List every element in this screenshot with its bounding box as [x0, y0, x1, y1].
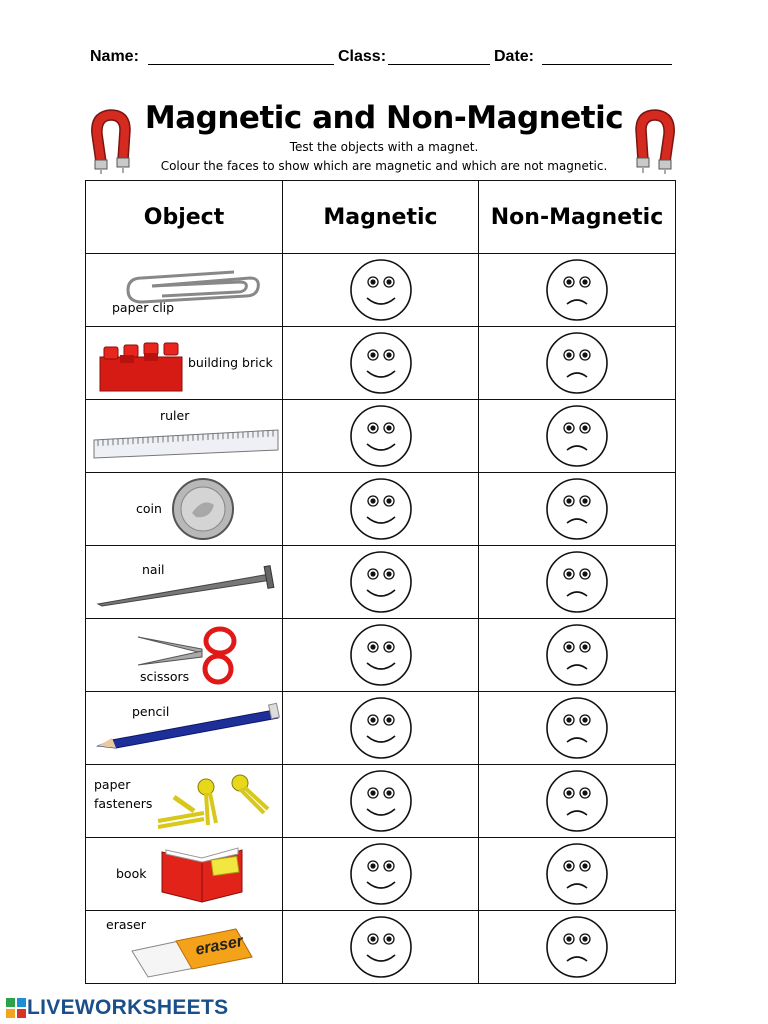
happy-face-icon — [349, 404, 413, 468]
date-blank[interactable] — [542, 64, 672, 65]
happy-face-icon — [349, 477, 413, 541]
magnetic-face-cell[interactable] — [283, 619, 479, 692]
object-label: pencil — [132, 704, 170, 719]
sorting-table — [85, 180, 676, 984]
ruler-icon — [90, 426, 280, 460]
object-label: paper clip — [112, 300, 175, 315]
sad-face-icon — [545, 331, 609, 395]
object-cell — [86, 765, 283, 838]
table-row — [86, 254, 676, 327]
magnetic-face-cell[interactable] — [283, 838, 479, 911]
object-label: book — [116, 866, 147, 881]
object-cell — [86, 692, 283, 765]
object-cell — [86, 400, 283, 473]
sad-face-icon — [545, 842, 609, 906]
happy-face-icon — [349, 550, 413, 614]
magnetic-face-cell[interactable] — [283, 400, 479, 473]
table-row — [86, 692, 676, 765]
class-blank[interactable] — [388, 64, 490, 65]
object-cell — [86, 838, 283, 911]
sad-face-icon — [545, 258, 609, 322]
liveworksheets-logo-icon — [5, 997, 27, 1019]
name-blank[interactable] — [148, 64, 334, 65]
happy-face-icon — [349, 915, 413, 979]
object-cell — [86, 327, 283, 400]
object-cell — [86, 546, 283, 619]
eraser-brand-text: eraser — [194, 932, 245, 959]
magnetic-face-cell[interactable] — [283, 473, 479, 546]
happy-face-icon — [349, 696, 413, 760]
sad-face-icon — [545, 623, 609, 687]
object-cell — [86, 254, 283, 327]
object-label: eraser — [106, 917, 146, 932]
magnetic-face-cell[interactable] — [283, 546, 479, 619]
magnetic-face-cell[interactable] — [283, 692, 479, 765]
non-magnetic-face-cell[interactable] — [479, 911, 676, 984]
sad-face-icon — [545, 769, 609, 833]
table-row — [86, 473, 676, 546]
liveworksheets-logo — [5, 996, 228, 1020]
table-row — [86, 400, 676, 473]
table-row — [86, 765, 676, 838]
magnetic-face-cell[interactable] — [283, 911, 479, 984]
magnetic-face-cell[interactable] — [283, 254, 479, 327]
date-label: Date: — [494, 48, 535, 65]
table-row — [86, 838, 676, 911]
column-header-magnetic: Magnetic — [283, 181, 479, 254]
non-magnetic-face-cell[interactable] — [479, 838, 676, 911]
table-row — [86, 911, 676, 984]
worksheet-title: Magnetic and Non-Magnetic — [144, 100, 624, 136]
happy-face-icon — [349, 769, 413, 833]
sad-face-icon — [545, 477, 609, 541]
column-header-non-magnetic: Non-Magnetic — [479, 181, 676, 254]
sad-face-icon — [545, 550, 609, 614]
non-magnetic-face-cell[interactable] — [479, 400, 676, 473]
object-label: scissors — [140, 669, 190, 684]
object-label: coin — [136, 501, 162, 516]
building-brick-icon — [94, 333, 186, 395]
table-row — [86, 619, 676, 692]
object-label: building brick — [188, 355, 273, 370]
happy-face-icon — [349, 623, 413, 687]
non-magnetic-face-cell[interactable] — [479, 327, 676, 400]
coin-icon — [170, 475, 236, 543]
non-magnetic-face-cell[interactable] — [479, 692, 676, 765]
instruction-line-2: Colour the faces to show which are magnetic and which are not magnetic. — [160, 159, 608, 173]
non-magnetic-face-cell[interactable] — [479, 619, 676, 692]
name-label: Name: — [90, 48, 139, 65]
sad-face-icon — [545, 696, 609, 760]
liveworksheets-logo-text: LIVEWORKSHEETS — [27, 996, 229, 1019]
happy-face-icon — [349, 842, 413, 906]
paper-fasteners-icon — [154, 769, 274, 837]
class-label: Class: — [338, 48, 387, 65]
non-magnetic-face-cell[interactable] — [479, 765, 676, 838]
table-row — [86, 546, 676, 619]
table-row — [86, 327, 676, 400]
nail-icon — [94, 560, 278, 610]
object-cell — [86, 619, 283, 692]
happy-face-icon — [349, 258, 413, 322]
magnetic-face-cell[interactable] — [283, 765, 479, 838]
object-label: ruler — [160, 408, 190, 423]
student-info-line — [90, 46, 690, 70]
object-label: paper fasteners — [94, 777, 153, 811]
column-header-object: Object — [86, 181, 283, 254]
object-cell — [86, 911, 283, 984]
happy-face-icon — [349, 331, 413, 395]
object-label: nail — [142, 562, 165, 577]
magnetic-face-cell[interactable] — [283, 327, 479, 400]
sad-face-icon — [545, 915, 609, 979]
object-cell — [86, 473, 283, 546]
pencil-icon — [94, 700, 280, 750]
non-magnetic-face-cell[interactable] — [479, 546, 676, 619]
book-icon — [156, 840, 248, 908]
non-magnetic-face-cell[interactable] — [479, 254, 676, 327]
non-magnetic-face-cell[interactable] — [479, 473, 676, 546]
sad-face-icon — [545, 404, 609, 468]
instruction-line-1: Test the objects with a magnet. — [289, 140, 479, 154]
